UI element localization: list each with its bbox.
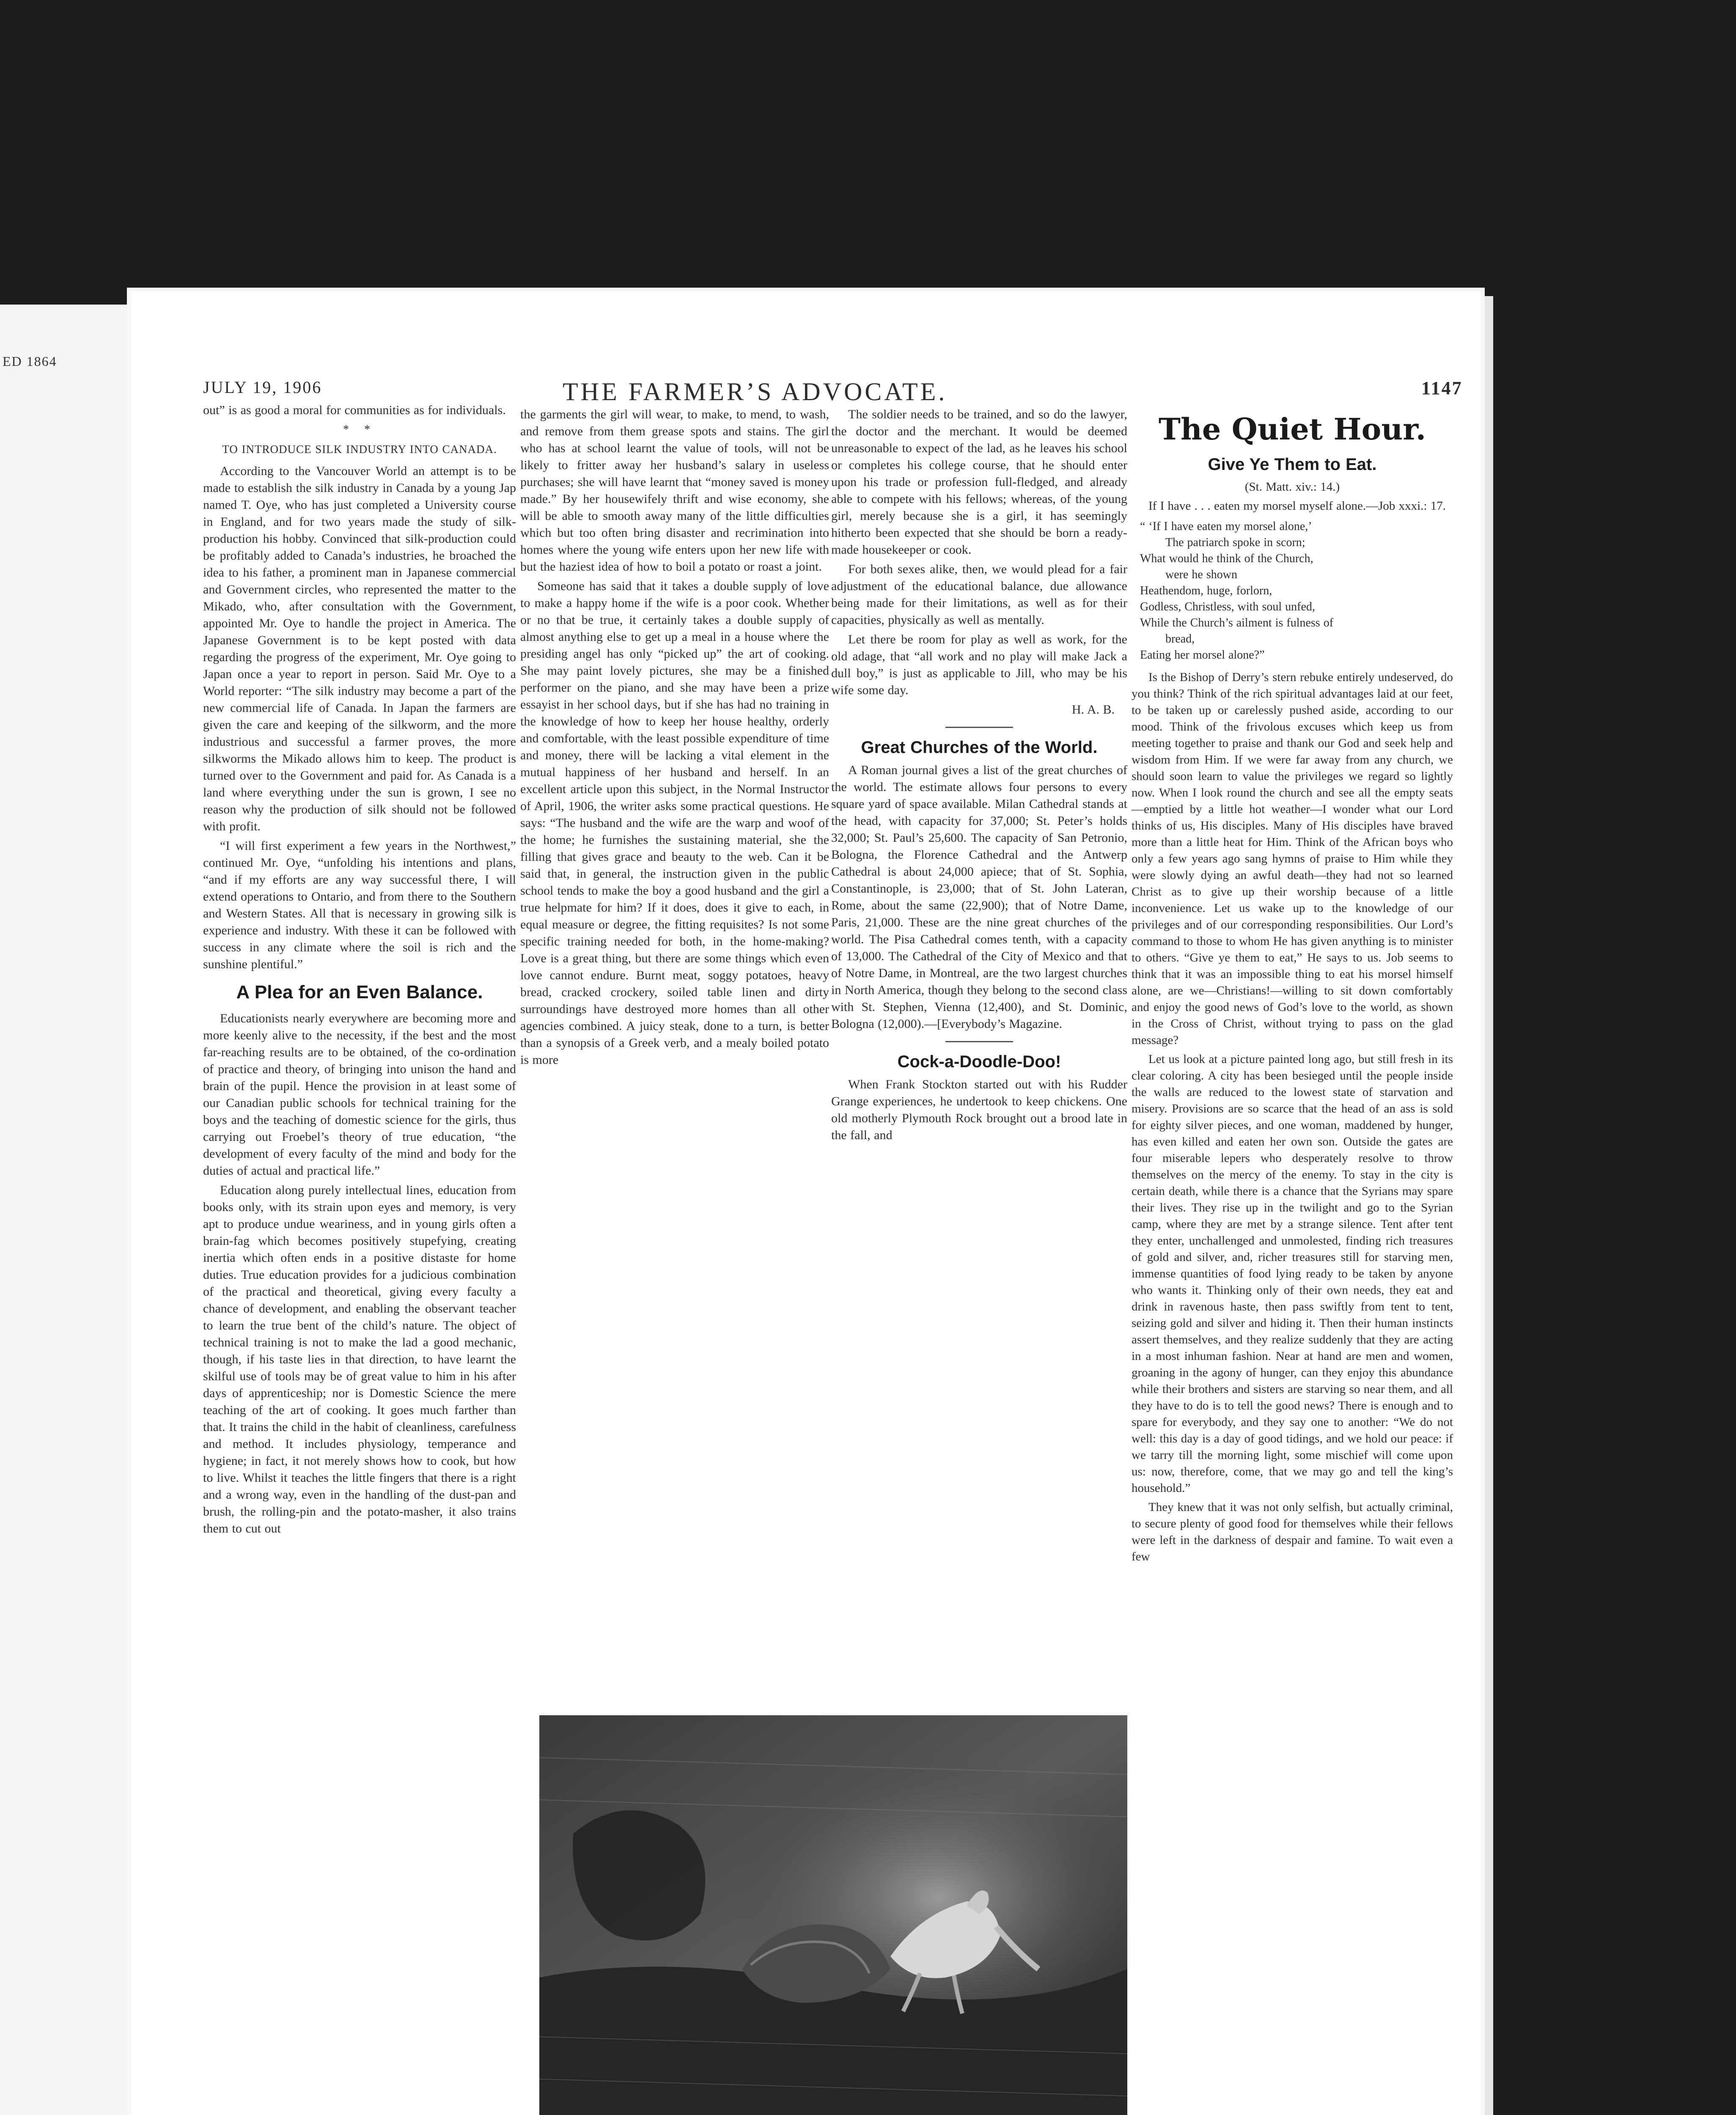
left-page-line	[4, 862, 131, 879]
column-2	[520, 406, 829, 1071]
poem-line: What would he think of the Church,	[1140, 552, 1313, 565]
left-page-line	[4, 1118, 131, 1135]
left-page-line	[4, 674, 131, 691]
left-page-line	[4, 1101, 131, 1118]
left-page-line	[4, 486, 131, 503]
left-page-line	[4, 1033, 131, 1049]
left-page-line	[4, 1067, 131, 1084]
poem-line: Godless, Christless, with soul unfed,	[1140, 600, 1315, 613]
left-page-line	[4, 828, 131, 845]
scripture-reference: (St. Matt. xiv.: 14.)	[1244, 480, 1340, 494]
left-page-line	[4, 794, 131, 810]
left-page-line	[4, 1409, 131, 1426]
left-page-line	[4, 896, 131, 913]
left-page-line	[4, 742, 131, 759]
left-page-line	[4, 452, 131, 469]
divider	[945, 727, 1013, 728]
left-facing-page	[0, 305, 131, 2115]
left-page-line	[4, 964, 131, 981]
left-page-line	[4, 1340, 131, 1357]
left-page-line	[4, 1238, 131, 1255]
left-page-line	[4, 1392, 131, 1409]
left-page-line	[4, 1306, 131, 1323]
plea-paragraph-1: Educationists nearly everywhere are becoming more and more keenly alive to the necessity, if the best and the most far-reaching results are to be obtained, of the co-ordination of practice and theory, of bringing into unison the hand and brain of the pupil. Hence the provision in at least some of our Canadian public schools for technical training for the boys and the teaching of domestic science for the girls, thus carrying out Froebel’s theory of true education, “the development of every faculty of the mind and body for the duties of actual and practical life.”	[203, 1011, 516, 1178]
left-page-line	[4, 1272, 131, 1289]
left-page-line	[4, 810, 131, 827]
col3-paragraph-1: The soldier needs to be trained, and so do the lawyer, the doctor and the merchant. It would be deemed unreasonable to expect of the lad, as he leaves his school or completes his college course, that he should enter upon his trade or profession full-fledged, and already able to compete with his fellows; whereas, of the young girl, merely because she is a girl, it has seemingly hitherto been expected that she should be born a ready-made housekeeper or cook.	[831, 407, 1127, 557]
column-4-quiet-hour	[1132, 406, 1453, 1568]
newspaper-page	[127, 288, 1485, 2115]
quiet-hour-paragraph-1: Is the Bishop of Derry’s stern rebuke entirely undeserved, do you think? Think of the rich spiritual advantages laid at our feet, to be taken up or carelessly pushed aside, according to our mood. Think of the frivolous excuses which keep us from meeting together to praise and thank our God and seek help and wisdom from Him. If we were far away from any church, we should soon learn to value the privileges we regard so lightly now. When I look round the church and see all the empty seats—emptied by a little hot weather—I wonder what our Lord thinks of us, His disciples. Many of His disciples have braved more than a little heat for Him. Think of the African boys who only a few years ago sang hymns of praise to Him while they were slowly dying an awful death—they had not so learned Christ as to give up their worship because of a little inconvenience. Let us wake up to the knowledge of our privileges and of our corresponding responsibilities. Our Lord’s command to those to whom He has given anything is to minister to others. “Give ye them to eat,” He says to us. Job seems to think that it was an impossible thing to eat his morsel himself alone, are we—Christians!—willing to sit down comfortably and enjoy the good news of God’s love to the world, as shown in the Cross of Christ, without trying to pass on the glad message?	[1132, 670, 1453, 1047]
left-page-line	[4, 1187, 131, 1203]
column-1	[203, 402, 516, 1540]
left-page-line	[4, 981, 131, 998]
churches-heading: Great Churches of the World.	[861, 738, 1098, 757]
left-page-line	[4, 1375, 131, 1392]
author-signature: H. A. B.	[1071, 703, 1115, 717]
left-page-line	[4, 383, 131, 400]
left-page-line	[4, 1135, 131, 1152]
cock-paragraph: When Frank Stockton started out with his Rudder Grange experiences, he undertook to keep chickens. One old motherly Plymouth Rock brought out a brood late in the fall, and	[831, 1077, 1127, 1142]
left-page-line	[4, 1426, 131, 1443]
left-page-line	[4, 1255, 131, 1272]
left-page-header: ED 1864	[3, 354, 57, 369]
scripture-verse: If I have . . . eaten my morsel myself alone.—Job xxxi.: 17.	[1148, 499, 1446, 513]
divider	[945, 1041, 1013, 1042]
quiet-hour-title: The Quiet Hour.	[1158, 412, 1426, 447]
column-3	[831, 406, 1127, 1146]
poem	[1140, 519, 1453, 663]
left-page-line	[4, 725, 131, 742]
left-page-line	[4, 640, 131, 656]
silk-heading: TO INTRODUCE SILK INDUSTRY INTO CANADA.	[222, 443, 497, 456]
left-page-line	[4, 537, 131, 554]
left-page-line	[4, 623, 131, 640]
left-page-line	[4, 588, 131, 605]
left-page-line	[4, 930, 131, 947]
poem-line: bread,	[1165, 632, 1195, 645]
left-page-line	[4, 913, 131, 930]
left-page-line	[4, 1323, 131, 1340]
left-page-line	[4, 691, 131, 708]
col3-paragraph-2: For both sexes alike, then, we would plead for a fair adjustment of the educational balance, due allowance being made for their limitations, as well as for their capacities, physically as well as mentally.	[831, 562, 1127, 627]
poem-line: were he shown	[1165, 568, 1237, 581]
left-page-line	[4, 400, 131, 417]
quiet-hour-paragraph-2: Let us look at a picture painted long ago, but still fresh in its clear coloring. A city has been besieged until the people inside the walls are reduced to the lowest state of starvation and misery. Provisions are so scarce that the head of an ass is sold for eighty silver pieces, and one woman, maddened by hunger, has even killed and eaten her own son. Outside the gates are four miserable lepers who desperately resolve to throw themselves on the mercy of the enemy. To stay in the city is certain death, while there is a chance that the Syrians may spare their lives. They rise up in the twilight and go to the Syrian camp, where they are met by a strange silence. Tent after tent they enter, unchallenged and unmolested, finding rich treasures of gold and silver, and, richer treasures still for starving men, immense quantities of food lying ready to be taken by anyone who wants it. Thinking only of their own needs, they eat and drink in ravenous haste, then pass swiftly from tent to tent, seizing gold and silver and hiding it. Then their human instincts assert themselves, and they realize suddenly that they are acting in a most inhuman fashion. Near at hand are men and women, groaning in the agony of hunger, can they enjoy this abundance while their brothers and sisters are starving so near them, and all they have to do is to tell the good news? There is enough and to spare for everybody, and they say one to another: “We do not well: this day is a day of good tidings, and we hold our peace: if we tarry till the morning light, some mischief will come upon us: now, therefore, come, that we may go and tell the king’s household.”	[1132, 1052, 1453, 1495]
issue-date: JULY 19, 1906	[203, 378, 322, 397]
left-page-line	[4, 520, 131, 537]
churches-paragraph: A Roman journal gives a list of the great churches of the world. The estimate allows four persons to every square yard of space available. Milan Cathedral stands at the head, with capacity for 37,000; St. Peter’s holds 32,000; St. Paul’s 25,600. The capacity of San Petronio, Bologna, the Florence Cathedral and the Antwerp Cathedral is about 24,000 apiece; that of St. Sophia, Constantinople, is 23,000; that of St. John Lateran, Rome, about the same (22,900); that of Notre Dame, Paris, 21,000. These are the nine great churches of the world. The Pisa Cathedral comes tenth, with a capacity of 13,000. The Cathedral of the City of Mexico and that of Notre Dame, in Montreal, are the two largest churches in North America, though they belong to the second class with St. Stephen, Vienna (12,400), and St. Dominic, Bologna (12,000).—[Everybody’s Magazine.	[831, 763, 1127, 1031]
left-page-line	[4, 554, 131, 571]
page-number: 1147	[1421, 378, 1463, 398]
col2-paragraph-2: Someone has said that it takes a double supply of love to make a happy home if the wife is a poor cook. Whether or no that be true, it certainly takes a double supply of almost anything else to get up a meal in a house where the presiding angel has only “picked up” the art of cooking. She may paint lovely pictures, she may be a finished performer on the piano, and she may have been a prize essayist in her school days, but if she has had no training in the knowledge of how to keep her house healthy, orderly and comfortable, with the least possible expenditure of time and money, there will be lacking a vital element in the mutual happiness of her husband and herself. In an excellent article upon this subject, in the Normal Instructor of April, 1906, the writer asks some practical questions. He says: “The husband and the wife are the warp and woof of the home; he furnishes the sustaining material, she the filling that gives grace and beauty to the web. Can it be said that, in general, the instruction given in the public school tends to make the boy a good husband and the girl a true helpmate for him? If it does, does it give to each, in equal measure or degree, the fitting requisites? Is not some specific training needed for both, in the home-making? Love is a great thing, but there are some things which even love cannot endure. Burnt meat, soggy potatoes, heavy bread, cracked crockery, soiled table linen and dirty surroundings have destroyed more homes than all other agencies combined. A juicy steak, done to a turn, is better than a synopsis of a Greek verb, and a mealy boiled potato is more	[520, 579, 829, 1067]
left-page-text	[4, 383, 131, 1460]
illustration-drawing	[539, 1715, 1127, 2115]
left-page-line	[4, 879, 131, 896]
col2-paragraph-1: the garments the girl will wear, to make, to mend, to wash, and remove from them grease spots and stains. The girl who has at school learnt the value of tools, will not be likely to fritter away her husband’s salary in useless purchases; she will have learnt that “money saved is money made.” By her housewifely thrift and wise economy, she will be able to smooth away many of the little difficulties which but too often bring disaster and recrimination into homes where the young wife enters upon her new life with but the haziest idea of how to boil a potato or roast a joint.	[520, 407, 829, 574]
left-page-line	[4, 1084, 131, 1101]
col3-paragraph-3: Let there be room for play as well as work, for the old adage, that “all work and no play will make Jack a dull boy,” is just as applicable to Jill, who may be his wife some day.	[831, 632, 1127, 697]
left-page-line	[4, 418, 131, 434]
left-page-line	[4, 503, 131, 520]
poem-line: While the Church’s ailment is fulness of	[1140, 616, 1334, 629]
poem-line: Eating her morsel alone?”	[1140, 648, 1265, 662]
cock-heading: Cock-a-Doodle-Doo!	[897, 1052, 1061, 1071]
quiet-hour-paragraph-3: They knew that it was not only selfish, but actually criminal, to secure plenty of good food for themselves while their fellows were left in the darkness of despair and famine. To wait even a few	[1132, 1500, 1453, 1563]
section-separator: * *	[343, 423, 376, 436]
left-page-line	[4, 845, 131, 862]
left-page-line	[4, 469, 131, 486]
left-page-line	[4, 605, 131, 622]
col1-lead: out” is as good a moral for communities as for individuals.	[203, 403, 506, 417]
poem-line: “ ‘If I have eaten my morsel alone,’	[1140, 520, 1312, 533]
left-page-line	[4, 1443, 131, 1460]
masthead-title: THE FARMER’S ADVOCATE.	[563, 378, 948, 406]
left-page-line	[4, 1152, 131, 1169]
left-page-line	[4, 1170, 131, 1187]
animal-scene-engraving-icon	[539, 1715, 1127, 2115]
silk-paragraph-1: According to the Vancouver World an attempt is to be made to establish the silk industry in Canada by a young Jap named T. Oye, who has just completed a University course in England, and for two years made the study of silk-production his hobby. Convinced that silk-production could be profitably added to Canada’s industries, he broached the idea to his father, a prominent man in Japanese commercial and Government circles, who represented the matter to the Mikado, who, after consultation with the Government, appointed Mr. Oye to handle the project in America. The Japanese Government is to be kept posted with data regarding the progress of the experiment, Mr. Oye going to Japan once a year to report in person. Said Mr. Oye to a World reporter: “The silk industry may become a part of the new commercial life of Canada. In Japan the farmers are given the care and keeping of the silkworm, and the more industrious and successful a farmer proves, the more silkworms the Mikado allows him to keep. The product is turned over to the Government and paid for. As Canada is a land where everything under the sun is grown, I see no reason why the production of silk should not be followed with profit.	[203, 464, 516, 833]
left-page-line	[4, 759, 131, 776]
plea-heading: A Plea for an Even Balance.	[236, 982, 483, 1003]
plea-paragraph-2: Education along purely intellectual lines, education from books only, with its strain upon eyes and memory, is very apt to produce undue weariness, and in young girls often a brain-fag which becomes positively stupefying, creating inertia which often ends in a positive distaste for home duties. True education provides for a judicious combination of the practical and theoretical, giving every faculty a chance of development, and enabling the observant teacher to learn the true bent of the child’s nature. The object of technical training is not to make the lad a good mechanic, though, if his taste lies in that direction, to have learnt the skilful use of tools may be of great value to him in his after days of apprenticeship; nor is Domestic Science the mere teaching of the art of cooking. It goes much farther than that. It trains the child in the habit of cleanliness, carefulness and method. It includes physiology, temperance and hygiene; in fact, it not merely shows how to cook, but how to live. Whilst it teaches the little fingers that there is a right and a wrong way, even in the handling of the dust-pan and brush, the rolling-pin and the potato-masher, it also trains them to cut out	[203, 1183, 516, 1535]
left-page-line	[4, 1289, 131, 1306]
left-page-line	[4, 947, 131, 964]
left-page-line	[4, 776, 131, 793]
left-page-line	[4, 1050, 131, 1067]
left-page-line	[4, 1357, 131, 1374]
left-page-line	[4, 1016, 131, 1033]
left-page-line	[4, 1204, 131, 1221]
left-page-line	[4, 1221, 131, 1238]
left-page-line	[4, 571, 131, 588]
left-page-line	[4, 999, 131, 1016]
left-page-line	[4, 708, 131, 725]
left-page-line	[4, 657, 131, 674]
quiet-hour-subtitle: Give Ye Them to Eat.	[1208, 455, 1377, 474]
left-page-line	[4, 434, 131, 451]
silk-paragraph-2: “I will first experiment a few years in the Northwest,” continued Mr. Oye, “unfolding his intentions and plans, “and if my efforts are any way successful there, I will extend operations to Ontario, and from there to the Southern and Western States. All that is necessary in growing silk is experience and industry. With these it can be followed with success in any climate where the soil is rich and the sunshine plentiful.”	[203, 839, 516, 971]
poem-line: The patriarch spoke in scorn;	[1165, 536, 1305, 549]
poem-line: Heathendom, huge, forlorn,	[1140, 584, 1272, 597]
